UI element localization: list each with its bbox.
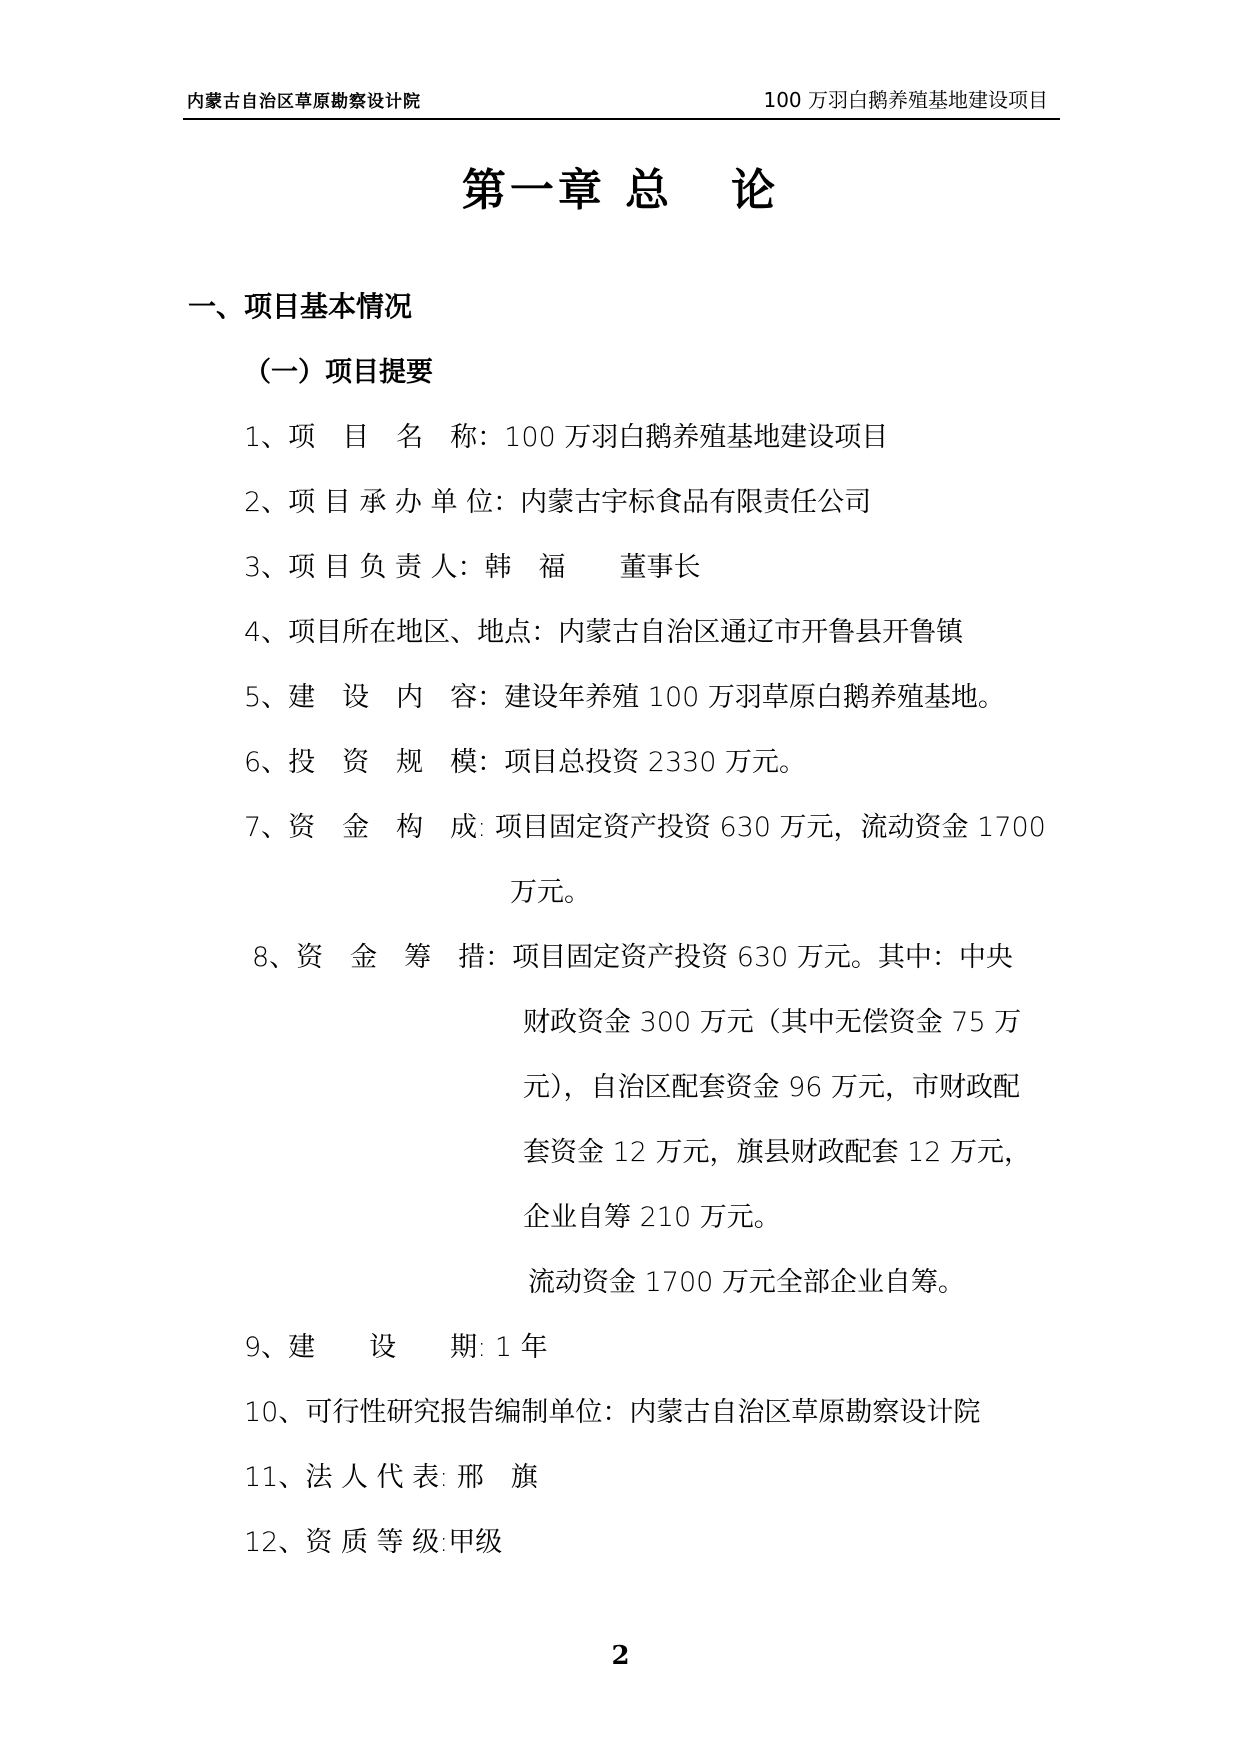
item-fund-raising-cont-1: 财政资金 300 万元（其中无偿资金 75 万 [523,1007,1022,1038]
item-fund-raising: 8、资 金 筹 措：项目固定资产投资 630 万元。其中：中央 [252,942,1013,973]
item-project-name: 1、项 目 名 称：100 万羽白鹅养殖基地建设项目 [244,422,889,453]
item-legal-representative: 11、法 人 代 表: 邢 旗 [244,1462,538,1493]
item-project-leader: 3、项 目 负 责 人：韩 福 董事长 [244,552,701,583]
chapter-title: 第一章 总 论 [461,165,780,216]
page-number: 2 [611,1641,630,1671]
item-undertaking-unit: 2、项 目 承 办 单 位：内蒙古宇标食品有限责任公司 [244,487,872,518]
item-construction-period: 9、建 设 期: 1 年 [244,1332,548,1363]
item-working-capital: 流动资金 1700 万元全部企业自筹。 [528,1267,965,1298]
item-fund-composition-cont: 万元。 [510,877,591,908]
item-fund-raising-cont-3: 套资金 12 万元，旗县财政配套 12 万元， [523,1137,1032,1168]
subsection-heading: （一）项目提要 [244,357,433,388]
item-construction-content: 5、建 设 内 容：建设年养殖 100 万羽草原白鹅养殖基地。 [244,682,1005,713]
item-fund-raising-cont-4: 企业自筹 210 万元。 [523,1202,781,1233]
item-fund-composition: 7、资 金 构 成: 项目固定资产投资 630 万元，流动资金 1700 [244,812,1046,843]
header-project-title: 100 万羽白鹅养殖基地建设项目 [763,88,1048,112]
item-investment-scale: 6、投 资 规 模：项目总投资 2330 万元。 [244,747,807,778]
header-organization: 内蒙古自治区草原勘察设计院 [187,92,421,112]
page-header [183,84,1060,120]
section-heading: 一、项目基本情况 [188,290,413,323]
item-report-compiler: 10、可行性研究报告编制单位：内蒙古自治区草原勘察设计院 [244,1397,981,1428]
item-fund-raising-cont-2: 元），自治区配套资金 96 万元，市财政配 [523,1072,1021,1103]
item-project-location: 4、项目所在地区、地点：内蒙古自治区通辽市开鲁县开鲁镇 [244,617,964,648]
item-qualification-grade: 12、资 质 等 级:甲级 [244,1527,503,1558]
